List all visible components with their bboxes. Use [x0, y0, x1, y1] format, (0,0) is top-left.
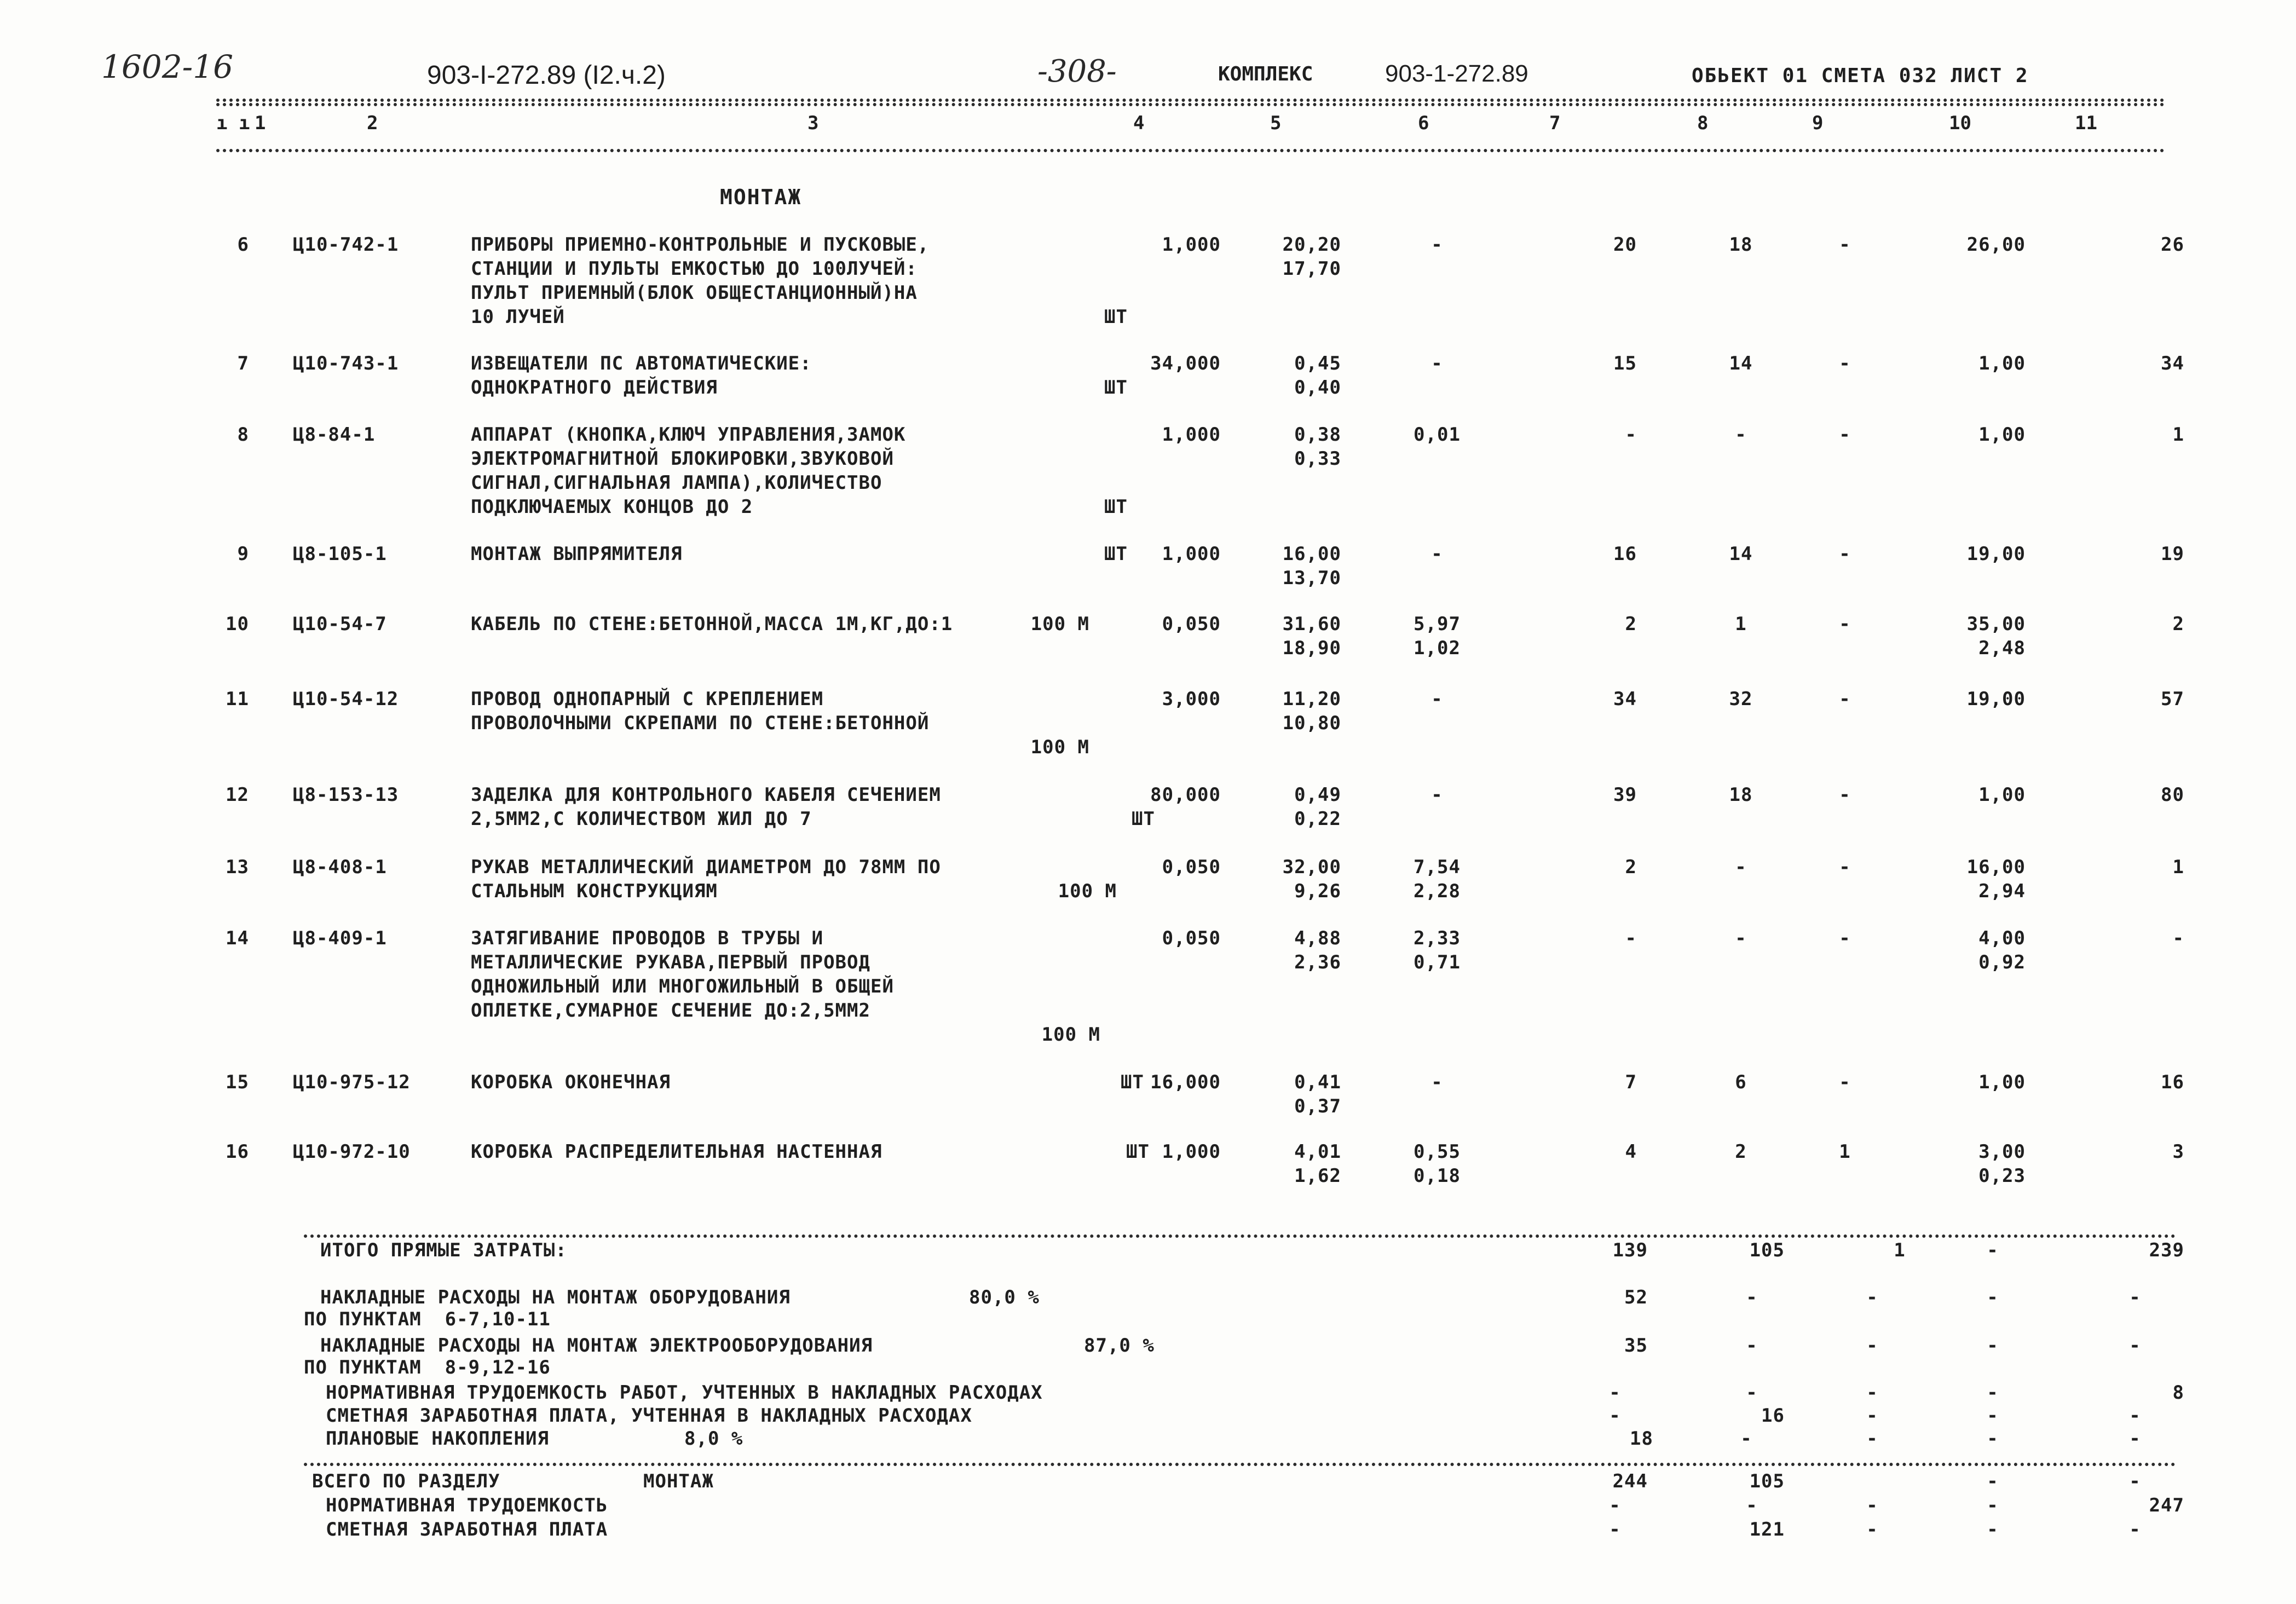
planned-savings-label: ПЛАНОВЫЕ НАКОПЛЕНИЯ [326, 1428, 549, 1450]
overhead-electrical-sublabel: ПО ПУНКТАМ 8-9,12-16 [304, 1357, 551, 1378]
complex-label: КОМПЛЕКС [1218, 63, 1313, 85]
row-labor-unit: 2,94 [1978, 880, 2026, 902]
planned-savings-percent: 8,0 % [684, 1428, 743, 1450]
row-labor-total: 2 [2172, 613, 2184, 635]
document-code: 903-I-272.89 (I2.ч.2) [427, 61, 666, 90]
row-unit: ШТ [1104, 543, 1128, 565]
row-machine-total: - [1839, 353, 1851, 374]
overhead-electrical-c8: - [1746, 1335, 1758, 1357]
row-unit-cost: 17,70 [1282, 258, 1341, 280]
row-description-line: ПРОВОД ОДНОПАРНЫЙ С КРЕПЛЕНИЕМ [471, 688, 824, 710]
row-description-line: СИГНАЛ,СИГНАЛЬНАЯ ЛАМПА),КОЛИЧЕСТВО [471, 472, 882, 494]
row-machine-cost: 0,01 [1414, 424, 1461, 446]
overhead-electrical-label: НАКЛАДНЫЕ РАСХОДЫ НА МОНТАЖ ЭЛЕКТРООБОРУДОВАНИЯ [320, 1335, 873, 1357]
row-quantity: 3,000 [1162, 688, 1221, 710]
section-total-c10: - [1987, 1470, 1999, 1492]
row-unit: ШТ [1132, 808, 1155, 830]
wages-in-overhead-c9: - [1866, 1405, 1878, 1427]
section-total-c11: - [2129, 1470, 2141, 1492]
row-unit-cost: 31,60 [1282, 613, 1341, 635]
section-total-wages-c7: - [1609, 1519, 1621, 1540]
row-code: Ц8-153-13 [293, 784, 399, 806]
row-quantity: 1,000 [1162, 543, 1221, 565]
overhead-equipment-label: НАКЛАДНЫЕ РАСХОДЫ НА МОНТАЖ ОБОРУДОВАНИЯ [320, 1286, 791, 1308]
colnum-9: 9 [1812, 112, 1824, 134]
row-unit-cost: 0,41 [1294, 1071, 1341, 1093]
row-total-cost: 34 [1613, 688, 1637, 710]
section-total-label: ВСЕГО ПО РАЗДЕЛУ [312, 1470, 500, 1492]
row-machine-cost: - [1431, 688, 1443, 710]
page-number: -308- [1037, 54, 1117, 89]
row-unit: 100 М [1058, 880, 1117, 902]
row-quantity: 0,050 [1162, 927, 1221, 949]
row-unit: 100 М [1041, 1024, 1100, 1046]
colnum-8: 8 [1697, 112, 1709, 134]
row-unit: ШТ [1104, 306, 1128, 328]
section-total-c8: 105 [1749, 1470, 1785, 1492]
row-quantity: 80,000 [1150, 784, 1221, 806]
row-unit-cost: 0,22 [1294, 808, 1341, 830]
wages-in-overhead-c10: - [1987, 1405, 1999, 1427]
row-labor-total: 3 [2172, 1141, 2184, 1163]
row-labor-unit: 19,00 [1966, 688, 2026, 710]
section-total-wages-c8: 121 [1749, 1519, 1785, 1540]
row-description-line: АППАРАТ (КНОПКА,КЛЮЧ УПРАВЛЕНИЯ,ЗАМОК [471, 424, 906, 446]
section-total-labor-c7: - [1609, 1495, 1621, 1516]
header-rule-bottom [216, 149, 2165, 152]
row-wages: 14 [1729, 353, 1753, 374]
row-labor-total: 19 [2161, 543, 2184, 565]
row-total-cost: 39 [1613, 784, 1637, 806]
section-total-labor-c8: - [1746, 1495, 1758, 1516]
row-labor-total: 57 [2161, 688, 2184, 710]
row-total-cost: 15 [1613, 353, 1637, 374]
row-labor-unit: 4,00 [1978, 927, 2026, 949]
row-description-line: ПРИБОРЫ ПРИЕМНО-КОНТРОЛЬНЫЕ И ПУСКОВЫЕ, [471, 234, 930, 256]
row-machine-total: - [1839, 688, 1851, 710]
section-total-labor-c11: 247 [2149, 1495, 2184, 1516]
row-labor-total: 1 [2172, 856, 2184, 878]
row-unit-cost: 4,88 [1294, 927, 1341, 949]
section-total-wages-label: СМЕТНАЯ ЗАРАБОТНАЯ ПЛАТА [326, 1519, 608, 1540]
row-quantity: 34,000 [1150, 353, 1221, 374]
overhead-equipment-sublabel: ПО ПУНКТАМ 6-7,10-11 [304, 1308, 551, 1330]
row-labor-unit: 1,00 [1978, 784, 2026, 806]
row-machine-cost: 1,02 [1414, 637, 1461, 659]
row-labor-total: - [2172, 927, 2184, 949]
overhead-equipment-c9: - [1866, 1286, 1878, 1308]
colnum-5: 5 [1270, 112, 1282, 134]
row-labor-total: 1 [2172, 424, 2184, 446]
row-unit: ШТ [1121, 1071, 1144, 1093]
row-description-line: ПУЛЬТ ПРИЕМНЫЙ(БЛОК ОБЩЕСТАНЦИОННЫЙ)НА [471, 282, 918, 304]
totals-direct-c7: 139 [1612, 1239, 1648, 1261]
wages-in-overhead-c8: 16 [1761, 1405, 1785, 1427]
row-machine-total: - [1839, 856, 1851, 878]
row-code: Ц8-105-1 [293, 543, 387, 565]
column-separators: ı ı [216, 112, 250, 134]
section-total-wages-c10: - [1987, 1519, 1999, 1540]
row-unit-cost: 16,00 [1282, 543, 1341, 565]
row-description-line: ОПЛЕТКЕ,СУМАРНОЕ СЕЧЕНИЕ ДО:2,5ММ2 [471, 1000, 870, 1022]
row-wages: 18 [1729, 234, 1753, 256]
row-unit-cost: 32,00 [1282, 856, 1341, 878]
row-machine-total: - [1839, 424, 1851, 446]
row-code: Ц10-54-12 [293, 688, 399, 710]
row-number: 11 [226, 688, 249, 710]
colnum-4: 4 [1133, 112, 1145, 134]
section-total-wages-c9: - [1866, 1519, 1878, 1540]
row-total-cost: 2 [1625, 613, 1637, 635]
planned-savings-c8: - [1740, 1428, 1752, 1450]
row-unit-cost: 0,40 [1294, 377, 1341, 399]
complex-code: 903-1-272.89 [1385, 60, 1528, 87]
row-number: 15 [226, 1071, 249, 1093]
row-machine-total: - [1839, 613, 1851, 635]
overhead-electrical-percent: 87,0 % [1084, 1335, 1155, 1357]
object-info: ОБЬЕКТ 01 СМЕТА 032 ЛИСТ 2 [1692, 65, 2029, 87]
totals-direct-c10: - [1987, 1239, 1999, 1261]
row-number: 10 [226, 613, 249, 635]
row-description-line: ПОДКЛЮЧАЕМЫХ КОНЦОВ ДО 2 [471, 496, 753, 518]
row-wages: - [1735, 856, 1747, 878]
row-description-line: СТАЛЬНЫМ КОНСТРУКЦИЯМ [471, 880, 718, 902]
row-unit-cost: 0,38 [1294, 424, 1341, 446]
row-description-line: КОРОБКА ОКОНЕЧНАЯ [471, 1071, 671, 1093]
row-labor-unit: 26,00 [1966, 234, 2026, 256]
row-total-cost: 4 [1625, 1141, 1637, 1163]
wages-in-overhead-c11: - [2129, 1405, 2141, 1427]
row-code: Ц8-409-1 [293, 927, 387, 949]
colnum-2: 2 [367, 112, 378, 134]
row-wages: 18 [1729, 784, 1753, 806]
row-machine-total: - [1839, 1071, 1851, 1093]
row-labor-unit: 2,48 [1978, 637, 2026, 659]
row-unit-cost: 0,37 [1294, 1095, 1341, 1117]
row-wages: 1 [1735, 613, 1747, 635]
row-labor-unit: 19,00 [1966, 543, 2026, 565]
row-code: Ц10-743-1 [293, 353, 399, 374]
row-unit-cost: 0,33 [1294, 448, 1341, 470]
overhead-equipment-c11: - [2129, 1286, 2141, 1308]
row-wages: 32 [1729, 688, 1753, 710]
row-labor-total: 16 [2161, 1071, 2184, 1093]
row-description-line: КОРОБКА РАСПРЕДЕЛИТЕЛЬНАЯ НАСТЕННАЯ [471, 1141, 882, 1163]
row-description-line: ПРОВОЛОЧНЫМИ СКРЕПАМИ ПО СТЕНЕ:БЕТОННОЙ [471, 712, 930, 734]
planned-savings-c9: - [1866, 1428, 1878, 1450]
labor-in-overhead-c11: 8 [2172, 1382, 2184, 1404]
overhead-equipment-percent: 80,0 % [969, 1286, 1040, 1308]
row-labor-unit: 1,00 [1978, 1071, 2026, 1093]
row-labor-total: 80 [2161, 784, 2184, 806]
row-description-line: КАБЕЛЬ ПО СТЕНЕ:БЕТОННОЙ,МАССА 1М,КГ,ДО:1 [471, 613, 953, 635]
overhead-electrical-c9: - [1866, 1335, 1878, 1357]
row-number: 8 [237, 424, 249, 446]
row-unit-cost: 0,45 [1294, 353, 1341, 374]
row-description-line: МОНТАЖ ВЫПРЯМИТЕЛЯ [471, 543, 683, 565]
row-machine-cost: 0,18 [1414, 1165, 1461, 1187]
section-total-wages-c11: - [2129, 1519, 2141, 1540]
section-total-labor-c9: - [1866, 1495, 1878, 1516]
planned-savings-c11: - [2129, 1428, 2141, 1450]
header-rule-top [216, 99, 2165, 102]
planned-savings-c7: 18 [1630, 1428, 1653, 1450]
row-unit: ШТ [1104, 496, 1128, 518]
row-machine-cost: 2,33 [1414, 927, 1461, 949]
section-total-labor-c10: - [1987, 1495, 1999, 1516]
row-machine-total: - [1839, 784, 1851, 806]
row-machine-cost: - [1431, 784, 1443, 806]
row-number: 14 [226, 927, 249, 949]
totals-rule [304, 1234, 2176, 1238]
row-quantity: 0,050 [1162, 613, 1221, 635]
row-labor-unit: 1,00 [1978, 353, 2026, 374]
row-machine-cost: - [1431, 1071, 1443, 1093]
row-wages: 14 [1729, 543, 1753, 565]
row-total-cost: 7 [1625, 1071, 1637, 1093]
row-wages: 6 [1735, 1071, 1747, 1093]
row-unit-cost: 11,20 [1282, 688, 1341, 710]
row-description-line: РУКАВ МЕТАЛЛИЧЕСКИЙ ДИАМЕТРОМ ДО 78ММ ПО [471, 856, 941, 878]
overhead-electrical-c11: - [2129, 1335, 2141, 1357]
row-machine-total: 1 [1839, 1141, 1851, 1163]
totals-direct-c8: 105 [1749, 1239, 1785, 1261]
row-total-cost: 20 [1613, 234, 1637, 256]
row-quantity: 1,000 [1162, 1141, 1221, 1163]
row-machine-cost: 2,28 [1414, 880, 1461, 902]
section-total-labor-label: НОРМАТИВНАЯ ТРУДОЕМКОСТЬ [326, 1495, 608, 1516]
row-code: Ц8-408-1 [293, 856, 387, 878]
row-code: Ц10-975-12 [293, 1071, 411, 1093]
row-description-line: ЗАТЯГИВАНИЕ ПРОВОДОВ В ТРУБЫ И [471, 927, 824, 949]
colnum-6: 6 [1418, 112, 1429, 134]
row-total-cost: 16 [1613, 543, 1637, 565]
row-labor-unit: 0,23 [1978, 1165, 2026, 1187]
colnum-11: 11 [2075, 112, 2097, 134]
row-labor-unit: 16,00 [1966, 856, 2026, 878]
row-quantity: 1,000 [1162, 424, 1221, 446]
row-number: 13 [226, 856, 249, 878]
row-description-line: 10 ЛУЧЕЙ [471, 306, 565, 328]
row-unit: 100 М [1030, 736, 1089, 758]
row-unit-cost: 4,01 [1294, 1141, 1341, 1163]
row-description-line: ИЗВЕЩАТЕЛИ ПС АВТОМАТИЧЕСКИЕ: [471, 353, 812, 374]
row-number: 9 [237, 543, 249, 565]
row-number: 12 [226, 784, 249, 806]
labor-in-overhead-c7: - [1609, 1382, 1621, 1404]
wages-in-overhead-label: СМЕТНАЯ ЗАРАБОТНАЯ ПЛАТА, УЧТЕННАЯ В НАКЛАДНЫХ РАСХОДАХ [326, 1405, 972, 1427]
row-machine-cost: 7,54 [1414, 856, 1461, 878]
section-title: МОНТАЖ [720, 185, 802, 209]
wages-in-overhead-c7: - [1609, 1405, 1621, 1427]
row-labor-unit: 35,00 [1966, 613, 2026, 635]
labor-in-overhead-c9: - [1866, 1382, 1878, 1404]
row-unit-cost: 0,49 [1294, 784, 1341, 806]
row-quantity: 1,000 [1162, 234, 1221, 256]
planned-savings-c10: - [1987, 1428, 1999, 1450]
totals-direct-c9: 1 [1894, 1239, 1906, 1261]
labor-in-overhead-c10: - [1987, 1382, 1999, 1404]
row-wages: - [1735, 927, 1747, 949]
row-labor-unit: 3,00 [1978, 1141, 2026, 1163]
row-unit-cost: 20,20 [1282, 234, 1341, 256]
row-code: Ц10-742-1 [293, 234, 399, 256]
overhead-equipment-c8: - [1746, 1286, 1758, 1308]
labor-in-overhead-label: НОРМАТИВНАЯ ТРУДОЕМКОСТЬ РАБОТ, УЧТЕННЫХ В НАКЛАДНЫХ РАСХОДАХ [326, 1382, 1043, 1404]
row-description-line: 2,5ММ2,С КОЛИЧЕСТВОМ ЖИЛ ДО 7 [471, 808, 812, 830]
overhead-equipment-c10: - [1987, 1286, 1999, 1308]
row-machine-total: - [1839, 234, 1851, 256]
overhead-electrical-c7: 35 [1624, 1335, 1648, 1357]
row-description-line: СТАНЦИИ И ПУЛЬТЫ ЕМКОСТЬЮ ДО 100ЛУЧЕЙ: [471, 258, 918, 280]
row-unit-cost: 18,90 [1282, 637, 1341, 659]
row-unit-cost: 9,26 [1294, 880, 1341, 902]
row-description-line: ОДНОКРАТНОГО ДЕЙСТВИЯ [471, 377, 718, 399]
row-unit: ШТ [1104, 377, 1128, 399]
colnum-3: 3 [807, 112, 819, 134]
row-labor-total: 26 [2161, 234, 2184, 256]
row-unit-cost: 1,62 [1294, 1165, 1341, 1187]
row-labor-unit: 0,92 [1978, 951, 2026, 973]
row-total-cost: 2 [1625, 856, 1637, 878]
row-description-line: ЗАДЕЛКА ДЛЯ КОНТРОЛЬНОГО КАБЕЛЯ СЕЧЕНИЕМ [471, 784, 941, 806]
row-number: 16 [226, 1141, 249, 1163]
row-code: Ц10-972-10 [293, 1141, 411, 1163]
row-code: Ц8-84-1 [293, 424, 376, 446]
row-wages: 2 [1735, 1141, 1747, 1163]
row-unit-cost: 10,80 [1282, 712, 1341, 734]
colnum-7: 7 [1549, 112, 1561, 134]
row-unit: 100 М [1030, 613, 1089, 635]
row-machine-total: - [1839, 543, 1851, 565]
labor-in-overhead-c8: - [1746, 1382, 1758, 1404]
totals-direct-c11: 239 [2149, 1239, 2184, 1261]
section-total-rule [304, 1463, 2176, 1466]
row-description-line: ОДНОЖИЛЬНЫЙ ИЛИ МНОГОЖИЛЬНЫЙ В ОБЩЕЙ [471, 976, 894, 997]
header-rule-top-2 [216, 103, 2165, 106]
section-total-section: МОНТАЖ [643, 1470, 714, 1492]
overhead-electrical-c10: - [1987, 1335, 1999, 1357]
row-description-line: ЭЛЕКТРОМАГНИТНОЙ БЛОКИРОВКИ,ЗВУКОВОЙ [471, 448, 894, 470]
row-labor-total: 34 [2161, 353, 2184, 374]
row-description-line: МЕТАЛЛИЧЕСКИЕ РУКАВА,ПЕРВЫЙ ПРОВОД [471, 951, 870, 973]
row-unit: ШТ [1126, 1141, 1150, 1163]
colnum-10: 10 [1949, 112, 1971, 134]
colnum-1: 1 [255, 112, 266, 134]
row-number: 7 [237, 353, 249, 374]
overhead-equipment-c7: 52 [1624, 1286, 1648, 1308]
row-quantity: 16,000 [1150, 1071, 1221, 1093]
row-total-cost: - [1625, 424, 1637, 446]
handwritten-code: 1602-16 [101, 48, 234, 85]
row-machine-cost: 5,97 [1414, 613, 1461, 635]
row-code: Ц10-54-7 [293, 613, 387, 635]
row-machine-cost: 0,55 [1414, 1141, 1461, 1163]
row-wages: - [1735, 424, 1747, 446]
row-machine-cost: - [1431, 543, 1443, 565]
section-total-c7: 244 [1612, 1470, 1648, 1492]
row-total-cost: - [1625, 927, 1637, 949]
row-machine-cost: - [1431, 234, 1443, 256]
row-machine-cost: - [1431, 353, 1443, 374]
row-machine-cost: 0,71 [1414, 951, 1461, 973]
row-labor-unit: 1,00 [1978, 424, 2026, 446]
row-machine-total: - [1839, 927, 1851, 949]
totals-direct-label: ИТОГО ПРЯМЫЕ ЗАТРАТЫ: [320, 1239, 567, 1261]
row-unit-cost: 13,70 [1282, 567, 1341, 589]
row-quantity: 0,050 [1162, 856, 1221, 878]
row-number: 6 [237, 234, 249, 256]
row-unit-cost: 2,36 [1294, 951, 1341, 973]
